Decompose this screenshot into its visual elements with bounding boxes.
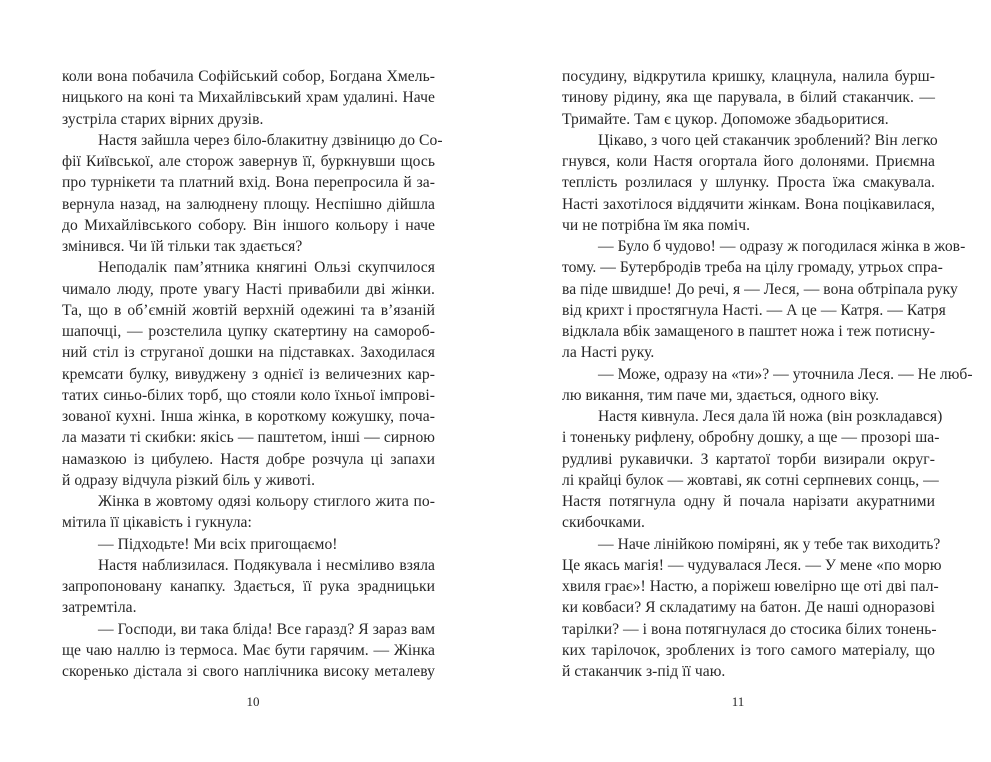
text-line: теплість розлилася у шлунку. Проста їжа смакувала. [562, 174, 935, 192]
text-line: змінився. Чи їй тільки так здається? [62, 238, 303, 255]
text-line: Та, що в об’ємній жовтій верхній одежині та в’язаній [62, 301, 435, 319]
paragraph-start-line: Настя зайшла через біло-блакитну дзвіницю до Со- [98, 131, 443, 149]
text-line: й одразу відчула різкий біль у животі. [62, 471, 316, 489]
text-line: запропоновану канапку. Здається, її рука зрадницьки [62, 578, 435, 595]
paragraph-start-line: — Господи, ви така бліда! Все гаразд? Я зараз вам [98, 620, 435, 638]
page-number-right: 11 [731, 694, 745, 709]
text-line: від крихт і простягнула Насті. — А це — Катря. — Катря [562, 301, 946, 319]
text-line: тому. — Бутербродів треба на цілу громаду, утрьох спра- [562, 259, 943, 277]
text-line: ний стіл із струганої дошки на підставках. Заходилася [62, 344, 435, 362]
text-line: гнувся, коли Настя огортала його долонями. Приємна [562, 153, 935, 170]
paragraph-start-line: Неподалік пам’ятника княгині Ользі скупчилося [98, 259, 435, 277]
paragraph-start-line: Цікаво, з чого цей стаканчик зроблений? Він легко [598, 131, 938, 149]
paragraph-start-line: — Було б чудово! — одразу ж погодилася жінка в жов- [598, 238, 966, 255]
text-line: татих синьо-білих торб, що стояли коло їхньої імпрові- [62, 386, 435, 404]
paragraph-start-line: — Може, одразу на «ти»? — уточнила Леся. — Не люб- [598, 365, 973, 383]
text-line: посудину, відкрутила кришку, клацнула, налила бурш- [562, 68, 935, 85]
text-line: ла мазати ті скибки: якісь — паштетом, інші — сирною [62, 429, 435, 447]
text-line: фії Київської, але сторож завернув її, буркнувши щось [62, 153, 435, 170]
text-line: ва піде швидше! До речі, я — Леся, — вона обтріпала руку [562, 280, 958, 298]
page-number-left: 10 [246, 694, 260, 709]
text-line: чи не потрібна їм яка поміч. [562, 216, 751, 234]
text-line: рудливі рукавички. З картатої торби визирали округ- [562, 450, 935, 468]
text-line: ницького на коні та Михайлівський храм удалині. Наче [62, 89, 435, 107]
text-line: скибочками. [562, 514, 645, 532]
text-line: ла Насті руку. [562, 344, 655, 362]
text-line: тинову рідину, яка ще парувала, в білий стаканчик. — [562, 89, 935, 107]
text-line: затремтіла. [62, 599, 137, 617]
text-line: коли вона побачила Софійський собор, Богдана Хмель- [62, 68, 435, 85]
paragraph-start-line: Настя наблизилася. Подякувала і несміливо взяла [98, 556, 435, 574]
text-line: тарілки? — і вона потягнулася до стосика білих тонень- [562, 620, 937, 638]
text-line: ще чаю наллю із термоса. Має бути гарячим. — Жінка [62, 641, 435, 659]
right-page-text [562, 66, 973, 682]
paragraph-start-line: Жінка в жовтому одязі кольору стиглого жита по- [98, 493, 435, 510]
text-line: Тримайте. Там є цукор. Допоможе збадьоритися. [562, 110, 889, 128]
text-line: зустріла старих вірних друзів. [62, 110, 264, 128]
text-line: вернула назад, на залюднену площу. Неспішно дійшла [62, 195, 435, 213]
text-line: лі крайці булок — жовтаві, як сотні серпневих сонць, — [562, 471, 939, 489]
paragraph-start-line: — Наче лінійкою поміряні, як у тебе так виходить? [598, 535, 941, 553]
text-line: хвиля грає»! Настю, а поріжеш ювелірно ще оті дві пал- [562, 578, 939, 595]
text-line: лю викання, тим паче ми, здається, одного віку. [562, 386, 880, 404]
text-line: до Михайлівського собору. Він іншого кольору і наче [62, 216, 435, 234]
text-line: Настя потягнула одну й почала нарізати акуратними [562, 493, 935, 510]
text-line: Це якась магія! — чудувалася Леся. — У мене «по морю [562, 556, 942, 574]
paragraph-start-line: — Підходьте! Ми всіх пригощаємо! [98, 535, 338, 553]
paragraph-start-line: Настя кивнула. Леся дала їй ножа (він розкладався) [598, 408, 943, 425]
text-line: мітила її цікавість і гукнула: [62, 514, 252, 532]
text-line: скоренько дістала зі свого наплічника високу металеву [62, 663, 435, 680]
text-line: шапочці, — розстелила цупку скатертину на самороб- [62, 323, 435, 340]
left-page-text [62, 66, 443, 682]
text-line: ки ковбаси? Я складатиму на батон. Де наші одноразові [562, 599, 935, 617]
text-line: й стаканчик з-під її чаю. [562, 663, 726, 680]
text-line: Насті захотілося віддячити жінкам. Вона поцікавилася, [562, 195, 935, 213]
text-line: і тоненьку рифлену, обробну дошку, а ще — прозорі ша- [562, 429, 940, 447]
text-line: чимало люду, проте увагу Насті привабили дві жінки. [62, 280, 435, 298]
text-line: зованої кухні. Інша жінка, в короткому кожушку, поча- [62, 408, 435, 425]
text-line: відклала вбік замащеного в паштет ножа і теж потисну- [562, 323, 936, 340]
text-line: про турнікети та платний вхід. Вона перепросила й за- [62, 174, 435, 192]
text-line: намазкою із цибулею. Настя добре розчула ці запахи [62, 450, 435, 468]
text-line: кремсати булку, вивуджену з однієї із величезних кар- [62, 365, 435, 383]
text-line: ких тарілочок, зроблених із того самого матеріалу, що [562, 641, 935, 659]
